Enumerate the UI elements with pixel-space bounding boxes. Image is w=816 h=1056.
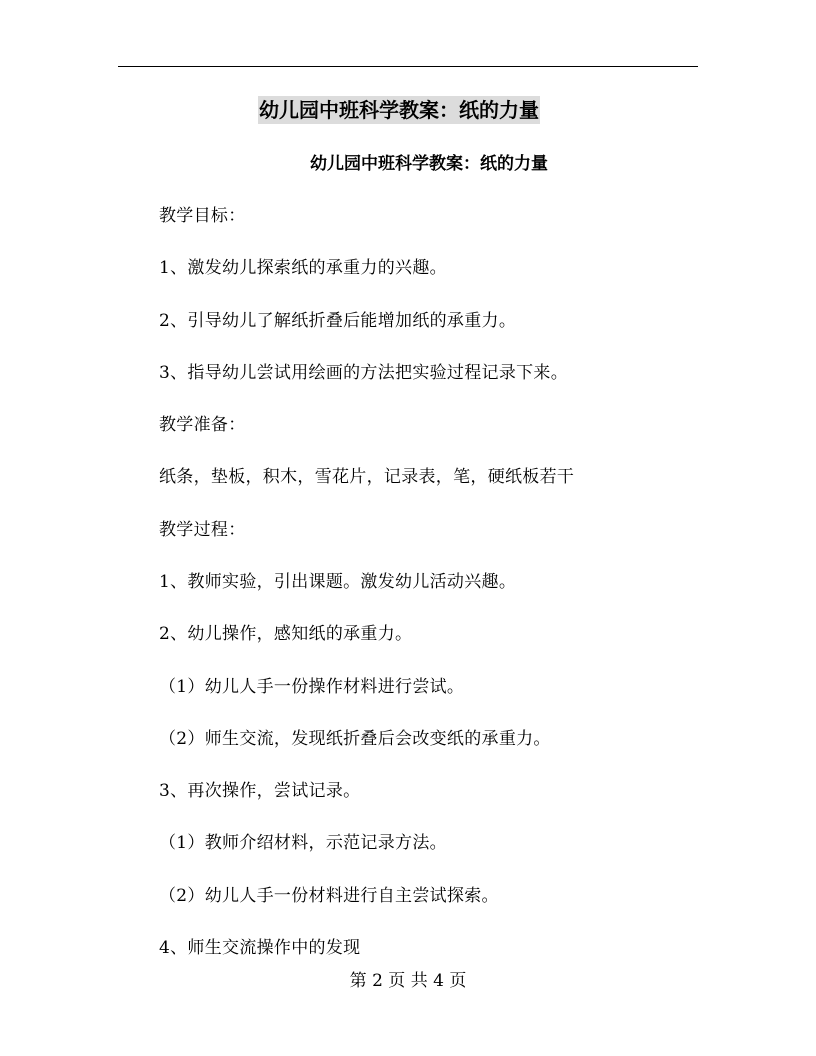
paragraph: 纸条，垫板，积木，雪花片，记录表，笔，硬纸板若干	[159, 467, 575, 487]
paragraph: 1、教师实验，引出课题。激发幼儿活动兴趣。	[159, 572, 517, 592]
header-title: 幼儿园中班科学教案：纸的力量	[259, 98, 539, 122]
page-number: 第 2 页 共 4 页	[349, 971, 467, 991]
paragraph: 教学过程：	[159, 520, 246, 540]
document-title: 幼儿园中班科学教案：纸的力量	[310, 154, 548, 174]
paragraph: 1、激发幼儿探索纸的承重力的兴趣。	[159, 258, 447, 278]
paragraph: 2、幼儿操作，感知纸的承重力。	[159, 624, 413, 644]
paragraph: 2、引导幼儿了解纸折叠后能增加纸的承重力。	[159, 311, 517, 331]
header-rule	[118, 66, 698, 67]
paragraph: 教学准备：	[159, 415, 246, 435]
paragraph: （1）幼儿人手一份操作材料进行尝试。	[159, 677, 465, 697]
paragraph: （2）师生交流，发现纸折叠后会改变纸的承重力。	[159, 729, 551, 749]
paragraph: （2）幼儿人手一份材料进行自主尝试探索。	[159, 886, 499, 906]
paragraph: （1）教师介绍材料，示范记录方法。	[159, 833, 447, 853]
paragraph: 3、指导幼儿尝试用绘画的方法把实验过程记录下来。	[159, 363, 569, 383]
paragraph: 3、再次操作，尝试记录。	[159, 781, 361, 801]
paragraph: 4、师生交流操作中的发现	[159, 938, 361, 958]
paragraph: 教学目标：	[159, 206, 246, 226]
